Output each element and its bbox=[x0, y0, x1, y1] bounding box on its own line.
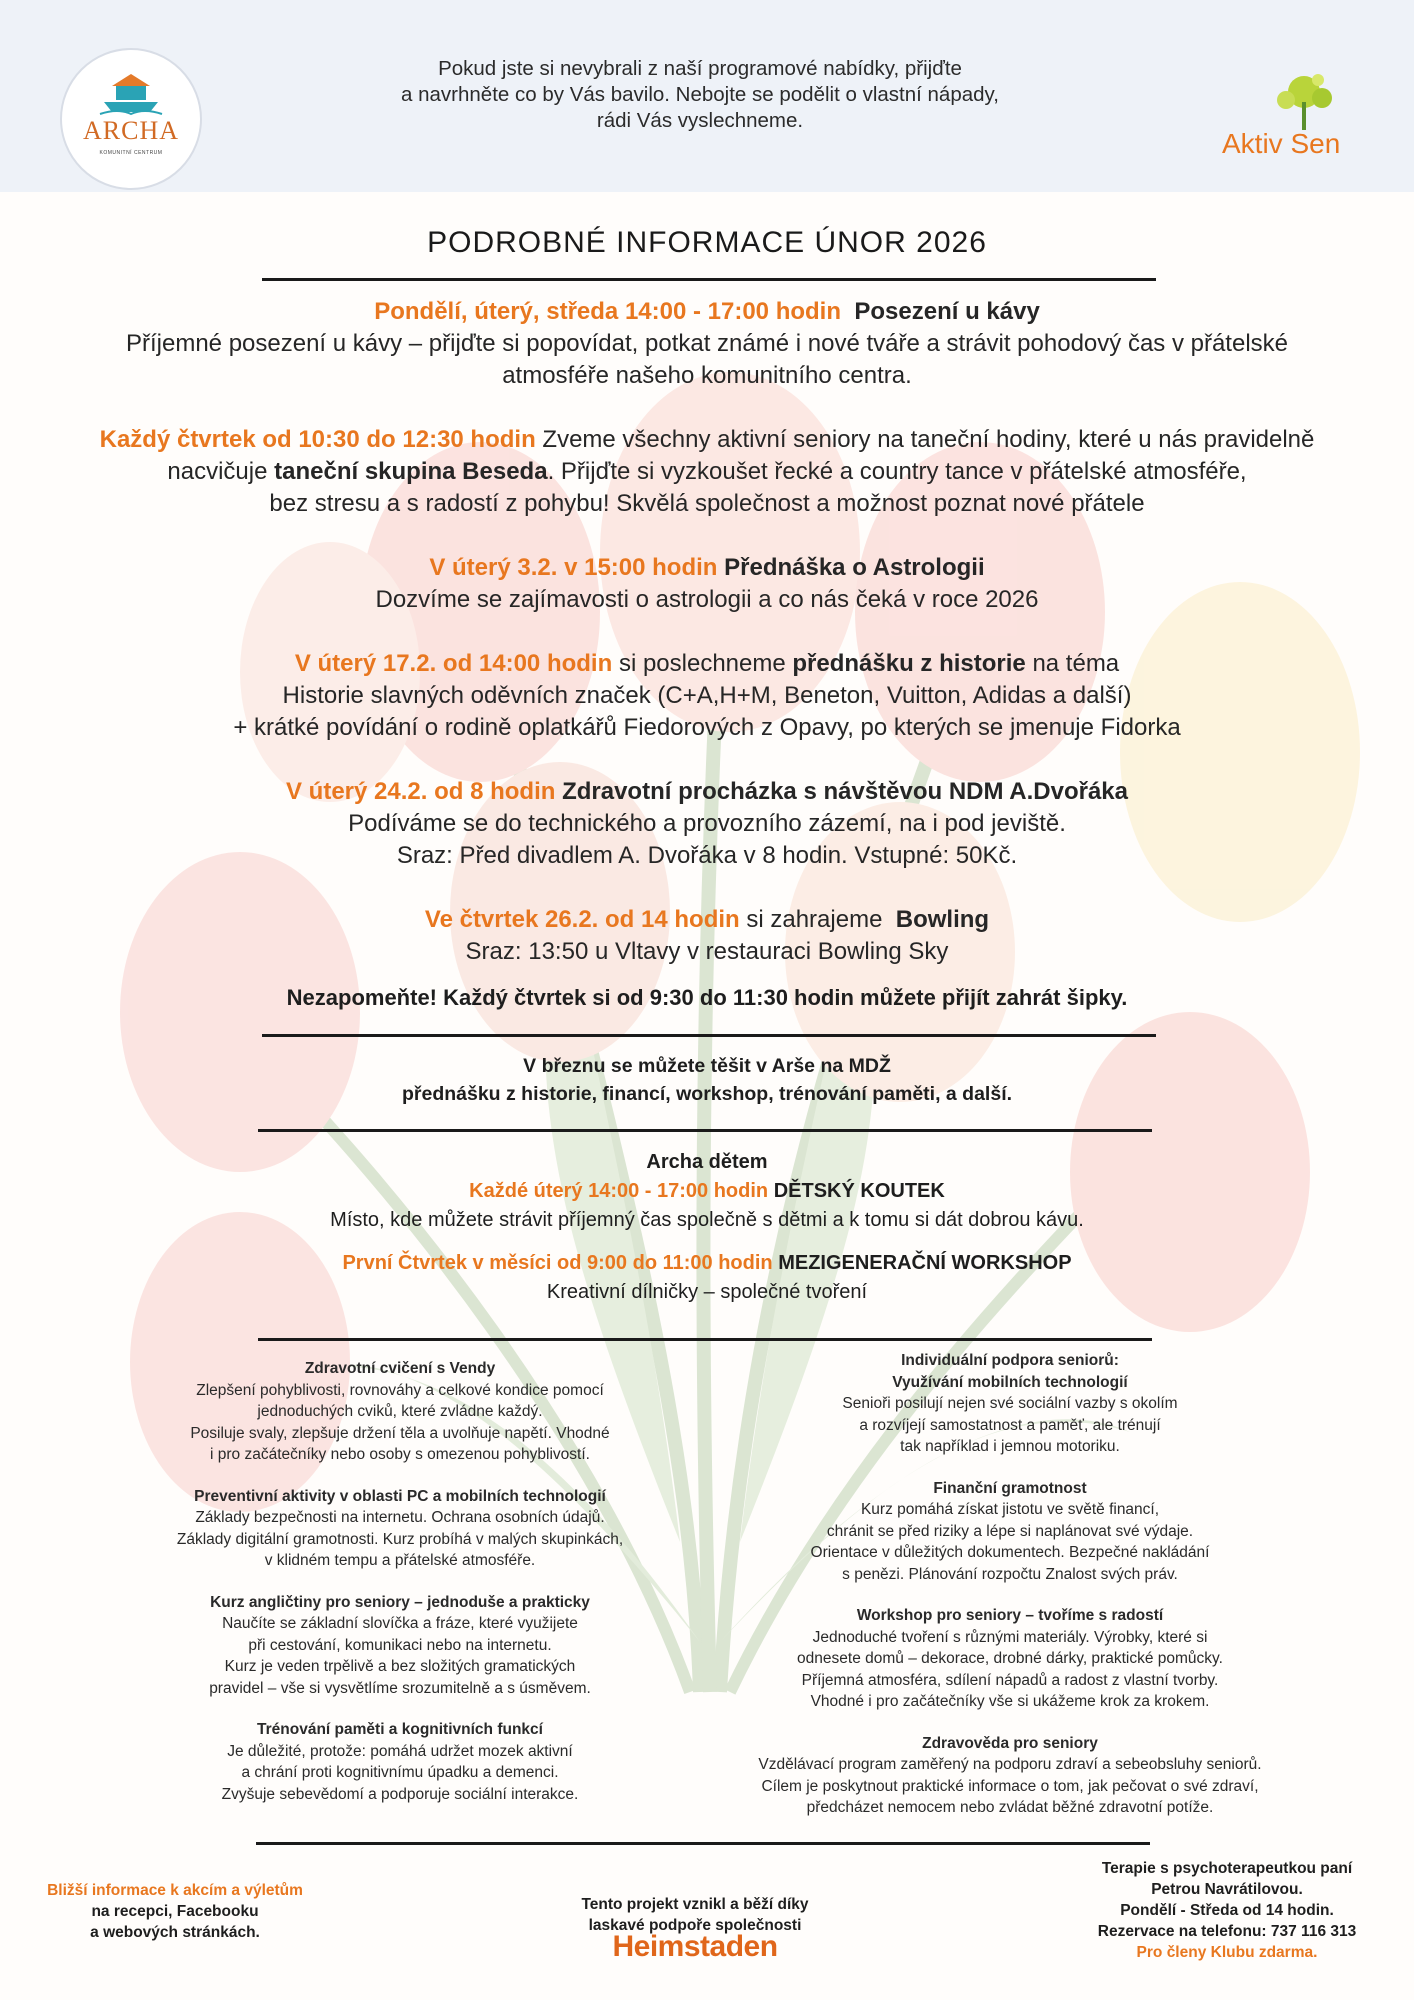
divider bbox=[258, 1129, 1152, 1132]
right-activities-column bbox=[700, 1350, 1320, 1839]
activity-block bbox=[120, 1719, 680, 1805]
activity-line: jednoduchých cviků, které zvládne každý. bbox=[257, 1403, 543, 1420]
archa-logo-subtitle: KOMUNITNÍ CENTRUM bbox=[99, 150, 163, 156]
event-desc: Sraz: Před divadlem A. Dvořáka v 8 hodin. Vstupné: 50Kč. bbox=[396, 842, 1018, 869]
activity-line: Naučíte se základní slovíčka a fráze, které využijete bbox=[222, 1615, 578, 1632]
activity-line: Příjemná atmosféra, sdílení nápadů a radost z vlastní tvorby. bbox=[801, 1671, 1219, 1689]
event-name: Přednáška o Astrologii bbox=[724, 554, 985, 581]
kids-section bbox=[200, 1148, 1214, 1307]
ark-icon bbox=[98, 72, 164, 116]
event-when: V úterý 24.2. od 8 hodin bbox=[286, 778, 556, 805]
tree-icon bbox=[1274, 72, 1334, 130]
footer-line: Tento projekt vznikl a běží díky bbox=[581, 1896, 809, 1913]
intro-line: a navrhněte co by Vás bavilo. Nebojte se podělit o vlastní nápady, bbox=[401, 83, 999, 106]
activity-line: Základy digitální gramotnosti. Kurz probíhá v malých skupinkách, bbox=[176, 1530, 624, 1548]
activity-title: Zdravotní cvičení s Vendy bbox=[304, 1360, 496, 1377]
activity-line: Kurz pomáhá získat jistotu ve světě financí, bbox=[860, 1501, 1160, 1518]
footer-sponsor bbox=[530, 1894, 860, 1963]
event-desc: Dozvíme se zajímavosti o astrologii a co nás čeká v roce 2026 bbox=[375, 586, 1039, 613]
march-line: V březnu se můžete těšit v Arše na MDŽ bbox=[523, 1055, 891, 1077]
activity-title: Workshop pro seniory – tvoříme s radostí bbox=[856, 1607, 1164, 1624]
event-history bbox=[30, 648, 1384, 744]
footer-line: Petrou Navrátilovou. bbox=[1151, 1881, 1303, 1898]
page-title: PODROBNÉ INFORMACE ÚNOR 2026 bbox=[427, 226, 987, 259]
divider bbox=[262, 1034, 1156, 1037]
activity-title: Trénování paměti a kognitivních funkcí bbox=[257, 1721, 543, 1738]
activity-line: v klidném tempu a přátelské atmosféře. bbox=[264, 1552, 536, 1569]
archa-logo-name: ARCHA bbox=[82, 116, 179, 145]
divider bbox=[258, 1338, 1152, 1341]
divider bbox=[256, 1842, 1150, 1845]
activity-line: a chrání proti kognitivnímu úpadku a demenci. bbox=[241, 1764, 559, 1781]
event-name: přednášku z historie bbox=[792, 650, 1026, 677]
activity-line: chránit se před riziky a lépe si naplánovat své výdaje. bbox=[826, 1522, 1194, 1540]
event-name: Posezení u kávy bbox=[854, 298, 1040, 325]
activity-line: Jednoduché tvoření s různými materiály. Výrobky, které si bbox=[812, 1628, 1208, 1646]
activity-line: Zvyšuje sebevědomí a podporuje sociální interakce. bbox=[221, 1785, 579, 1803]
event-astrology bbox=[30, 552, 1384, 616]
kids-title: Archa dětem bbox=[646, 1151, 768, 1173]
aktivsen-logo-text: Aktiv Sen bbox=[1222, 128, 1341, 159]
dance-group-name: taneční skupina Beseda bbox=[274, 458, 548, 485]
footer-line: Bližší informace k akcím a výletům bbox=[47, 1882, 303, 1899]
event-desc: . Přijďte si vyzkoušet řecké a country tance v přátelské atmosféře, bbox=[547, 458, 1247, 485]
footer-line: Terapie s psychoterapeutkou paní bbox=[1101, 1860, 1353, 1877]
event-desc: Příjemné posezení u kávy – přijďte si popovídat, potkat známé i nové tváře a strávit pohodový čas v přátelské bbox=[125, 330, 1289, 357]
header-intro bbox=[300, 56, 1100, 134]
activity-line: i pro začátečníky nebo osoby s omezenou pohyblivostí. bbox=[210, 1446, 590, 1463]
activity-line: Je důležité, protože: pomáhá udržet mozek aktivní bbox=[227, 1742, 573, 1760]
activity-line: Vzdělávací program zaměřený na podporu zdraví a sebeobsluhy seniorů. bbox=[758, 1756, 1262, 1773]
event-desc: si zahrajeme bbox=[746, 906, 883, 933]
intro-line: rádi Vás vyslechneme. bbox=[596, 109, 804, 132]
event-desc: nacvičuje bbox=[167, 458, 268, 485]
activity-title: Individuální podpora seniorů: bbox=[901, 1352, 1119, 1369]
event-desc: + krátké povídání o rodině oplatkářů Fiedorových z Opavy, po kterých se jmenuje Fidorka bbox=[233, 714, 1181, 741]
activity-line: Senioři posilují nejen své sociální vazby s okolím bbox=[842, 1395, 1178, 1412]
activity-block bbox=[120, 1592, 680, 1700]
activity-line: Cílem je poskytnout praktické informace o tom, jak pečovat o své zdraví, bbox=[761, 1777, 1259, 1795]
activity-line: odnesete domů – dekorace, drobné dárky, praktické pomůcky. bbox=[797, 1650, 1223, 1667]
event-name: MEZIGENERAČNÍ WORKSHOP bbox=[778, 1252, 1072, 1274]
activity-block bbox=[700, 1350, 1320, 1458]
activity-line: Zlepšení pohyblivosti, rovnováhy a celkové kondice pomocí bbox=[196, 1381, 604, 1399]
march-line: přednášku z historie, financí, workshop, trénování paměti, a další. bbox=[401, 1083, 1013, 1105]
activity-line: Orientace v důležitých dokumentech. Bezpečné nakládání bbox=[810, 1544, 1210, 1561]
activity-block bbox=[700, 1605, 1320, 1713]
event-desc: Sraz: 13:50 u Vltavy v restauraci Bowling Sky bbox=[465, 938, 949, 965]
footer-line: Pondělí - Středa od 14 hodin. bbox=[1120, 1902, 1334, 1919]
footer-line: laskavé podpoře společnosti bbox=[588, 1917, 802, 1934]
event-desc: si poslechneme bbox=[618, 650, 786, 677]
footer-line: a webových stránkách. bbox=[90, 1924, 260, 1941]
activity-line: Vhodné i pro začátečníky vše si ukážeme krok za krokem. bbox=[810, 1693, 1210, 1710]
event-name: Bowling bbox=[895, 906, 990, 933]
event-when: První Čtvrtek v měsíci od 9:00 do 11:00 hodin bbox=[342, 1252, 773, 1274]
activity-line: Základy bezpečnosti na internetu. Ochrana osobních údajů. bbox=[195, 1509, 605, 1526]
activity-title: Preventivní aktivity v oblasti PC a mobilních technologií bbox=[194, 1487, 606, 1505]
footer-therapy bbox=[1060, 1858, 1394, 1963]
intro-line: Pokud jste si nevybrali z naší programové nabídky, přijďte bbox=[438, 57, 962, 80]
event-desc: Zveme všechny aktivní seniory na taneční hodiny, které u nás pravidelně bbox=[542, 426, 1315, 453]
event-dance bbox=[30, 424, 1384, 520]
event-name: DĚTSKÝ KOUTEK bbox=[773, 1180, 945, 1202]
activity-block bbox=[120, 1486, 680, 1572]
activity-line: tak například i jemnou motoriku. bbox=[900, 1438, 1120, 1455]
event-desc: Historie slavných oděvních značek (C+A,H+M, Beneton, Vuitton, Adidas a další) bbox=[282, 682, 1132, 709]
footer-line: na recepci, Facebooku bbox=[91, 1903, 259, 1920]
activity-title: Finanční gramotnost bbox=[933, 1479, 1087, 1497]
event-desc: atmosféře našeho komunitního centra. bbox=[502, 362, 912, 389]
footer-line: Rezervace na telefonu: 737 116 313 bbox=[1097, 1923, 1357, 1940]
activity-block bbox=[120, 1358, 680, 1466]
footer-line: Pro členy Klubu zdarma. bbox=[1136, 1944, 1318, 1961]
activity-block bbox=[700, 1478, 1320, 1586]
activity-line: Kurz je veden trpělivě a bez složitých gramatických bbox=[224, 1658, 576, 1675]
aktivsen-logo bbox=[1222, 72, 1372, 162]
activity-line: Posiluje svaly, zlepšuje držení těla a uvolňuje napětí. Vhodné bbox=[190, 1424, 610, 1442]
darts-reminder: Nezapomeňte! Každý čtvrtek si od 9:30 do 11:30 hodin můžete přijít zahrát šipky. bbox=[286, 985, 1128, 1010]
activity-block bbox=[700, 1733, 1320, 1819]
left-activities-column bbox=[120, 1358, 680, 1825]
event-when: Každé úterý 14:00 - 17:00 hodin bbox=[469, 1180, 769, 1202]
activity-title: Kurz angličtiny pro seniory – jednoduše a prakticky bbox=[210, 1593, 590, 1611]
event-desc: na téma bbox=[1032, 650, 1120, 677]
event-coffee bbox=[30, 296, 1384, 392]
activity-line: s penězi. Plánování rozpočtu Znalost svých práv. bbox=[842, 1565, 1178, 1583]
event-bowling bbox=[30, 904, 1384, 968]
activity-line: při cestování, komunikaci nebo na internetu. bbox=[248, 1636, 552, 1654]
event-desc: Místo, kde můžete strávit příjemný čas společně s dětmi a k tomu si dát dobrou kávu. bbox=[330, 1209, 1084, 1231]
divider bbox=[262, 278, 1156, 281]
event-when: Každý čtvrtek od 10:30 do 12:30 hodin bbox=[99, 426, 536, 453]
activity-line: pravidel – vše si vysvětlíme srozumitelně a s úsměvem. bbox=[209, 1679, 591, 1697]
event-desc: Kreativní dílničky – společné tvoření bbox=[546, 1281, 868, 1303]
event-when: Ve čtvrtek 26.2. od 14 hodin bbox=[424, 906, 740, 933]
event-walk bbox=[30, 776, 1384, 872]
activity-title: Využívání mobilních technologií bbox=[892, 1373, 1128, 1391]
activity-line: a rozvíjejí samostatnost a paměť, ale trénují bbox=[859, 1416, 1161, 1434]
march-preview bbox=[200, 1052, 1214, 1108]
event-name: Zdravotní procházka s návštěvou NDM A.Dvořáka bbox=[562, 778, 1128, 805]
event-when: V úterý 17.2. od 14:00 hodin bbox=[294, 650, 613, 677]
activity-title: Zdravověda pro seniory bbox=[922, 1734, 1098, 1752]
archa-logo bbox=[60, 48, 202, 190]
event-desc: bez stresu a s radostí z pohybu! Skvělá společnost a možnost poznat nové přátele bbox=[269, 490, 1145, 517]
footer-info bbox=[20, 1880, 330, 1943]
activity-line: předcházet nemocem nebo zvládat běžné zdravotní potíže. bbox=[806, 1799, 1214, 1816]
heimstaden-logo: Heimstaden bbox=[612, 1930, 778, 1963]
event-when: Pondělí, úterý, středa 14:00 - 17:00 hodin bbox=[374, 298, 842, 325]
event-when: V úterý 3.2. v 15:00 hodin bbox=[429, 554, 718, 581]
event-desc: Podíváme se do technického a provozního zázemí, na i pod jeviště. bbox=[348, 810, 1066, 837]
